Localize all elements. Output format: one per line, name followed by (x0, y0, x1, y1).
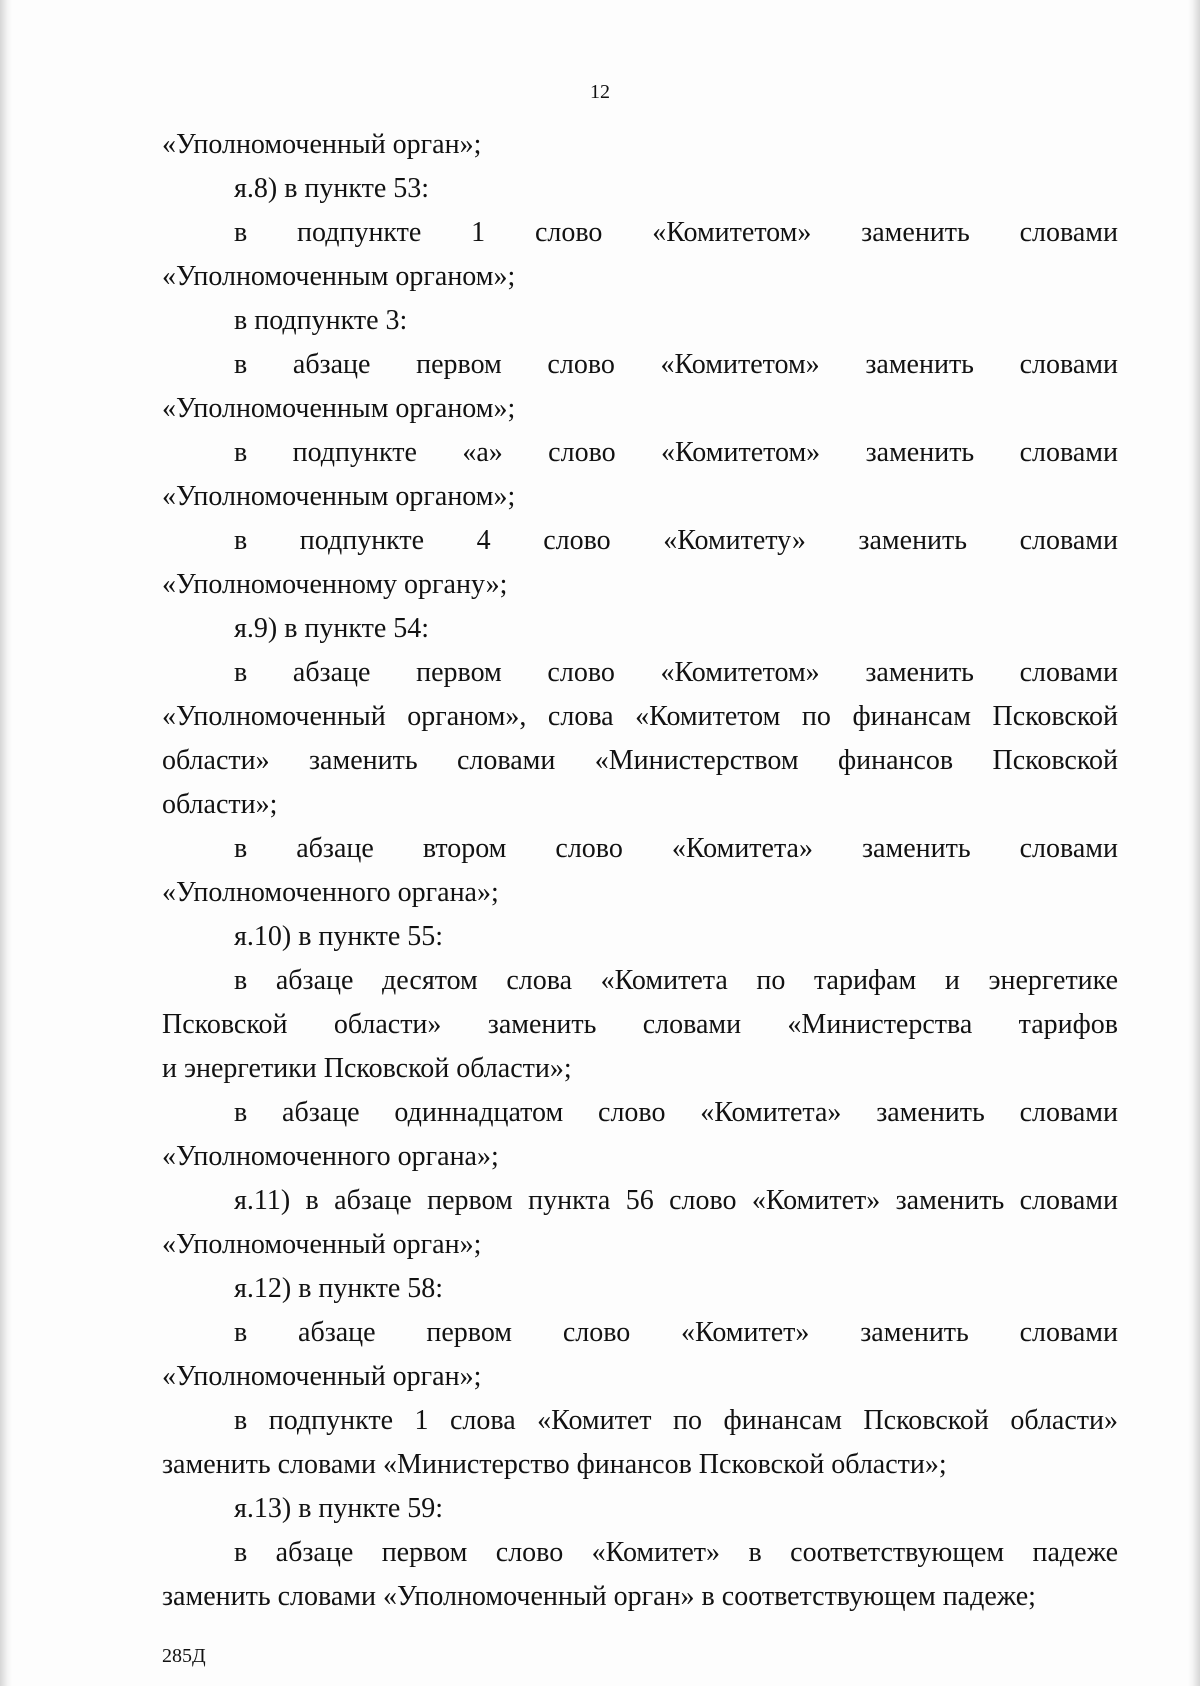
text-line: в абзаце первом слово «Комитетом» заменить словами (234, 349, 1118, 380)
text-line: в абзаце десятом слова «Комитета по тарифам и энергетике (234, 965, 1118, 996)
text-line: заменить словами «Уполномоченный орган» в соответствующем падеже; (162, 1581, 1036, 1612)
text-line: в абзаце первом слово «Комитет» заменить словами (234, 1317, 1118, 1348)
text-line: в абзаце втором слово «Комитета» заменить словами (234, 833, 1118, 864)
text-line: «Уполномоченным органом»; (162, 481, 516, 512)
text-line: области» заменить словами «Министерством финансов Псковской (162, 745, 1118, 776)
text-line: «Уполномоченный орган»; (162, 1229, 482, 1260)
text-line: я.12) в пункте 58: (234, 1273, 444, 1304)
text-line: «Уполномоченного органа»; (162, 877, 499, 908)
page-number: 12 (590, 81, 610, 103)
text-line: «Уполномоченного органа»; (162, 1141, 499, 1172)
text-line: и энергетики Псковской области»; (162, 1053, 572, 1084)
text-line: в подпункте 1 слова «Комитет по финансам Псковской области» (234, 1405, 1118, 1436)
text-line: в подпункте 3: (234, 305, 408, 336)
text-line: я.9) в пункте 54: (234, 613, 430, 644)
text-line: в абзаце первом слово «Комитет» в соответствующем падеже (234, 1537, 1118, 1568)
text-line: я.13) в пункте 59: (234, 1493, 444, 1524)
text-line: заменить словами «Министерство финансов Псковской области»; (162, 1449, 947, 1480)
text-line: в подпункте 4 слово «Комитету» заменить словами (234, 525, 1118, 556)
text-line: «Уполномоченный орган»; (162, 1361, 482, 1392)
text-line: в абзаце первом слово «Комитетом» заменить словами (234, 657, 1118, 688)
text-line: «Уполномоченным органом»; (162, 261, 516, 292)
text-line: я.10) в пункте 55: (234, 921, 444, 952)
document-body (162, 123, 1118, 1619)
text-line: в абзаце одиннадцатом слово «Комитета» заменить словами (234, 1097, 1118, 1128)
scan-edge-right (1188, 0, 1200, 1686)
text-line: области»; (162, 789, 278, 820)
text-line: «Уполномоченному органу»; (162, 569, 508, 600)
text-line: «Уполномоченным органом»; (162, 393, 516, 424)
text-line: я.8) в пункте 53: (234, 173, 430, 204)
text-line: я.11) в абзаце первом пункта 56 слово «Комитет» заменить словами (234, 1185, 1118, 1216)
scan-edge-left (0, 0, 12, 1686)
text-line: «Уполномоченный орган»; (162, 129, 482, 160)
text-line: в подпункте «а» слово «Комитетом» заменить словами (234, 437, 1118, 468)
text-line: в подпункте 1 слово «Комитетом» заменить словами (234, 217, 1118, 248)
text-line: «Уполномоченный органом», слова «Комитетом по финансам Псковской (162, 701, 1118, 732)
document-code: 285Д (162, 1645, 206, 1667)
text-line: Псковской области» заменить словами «Министерства тарифов (162, 1009, 1118, 1040)
